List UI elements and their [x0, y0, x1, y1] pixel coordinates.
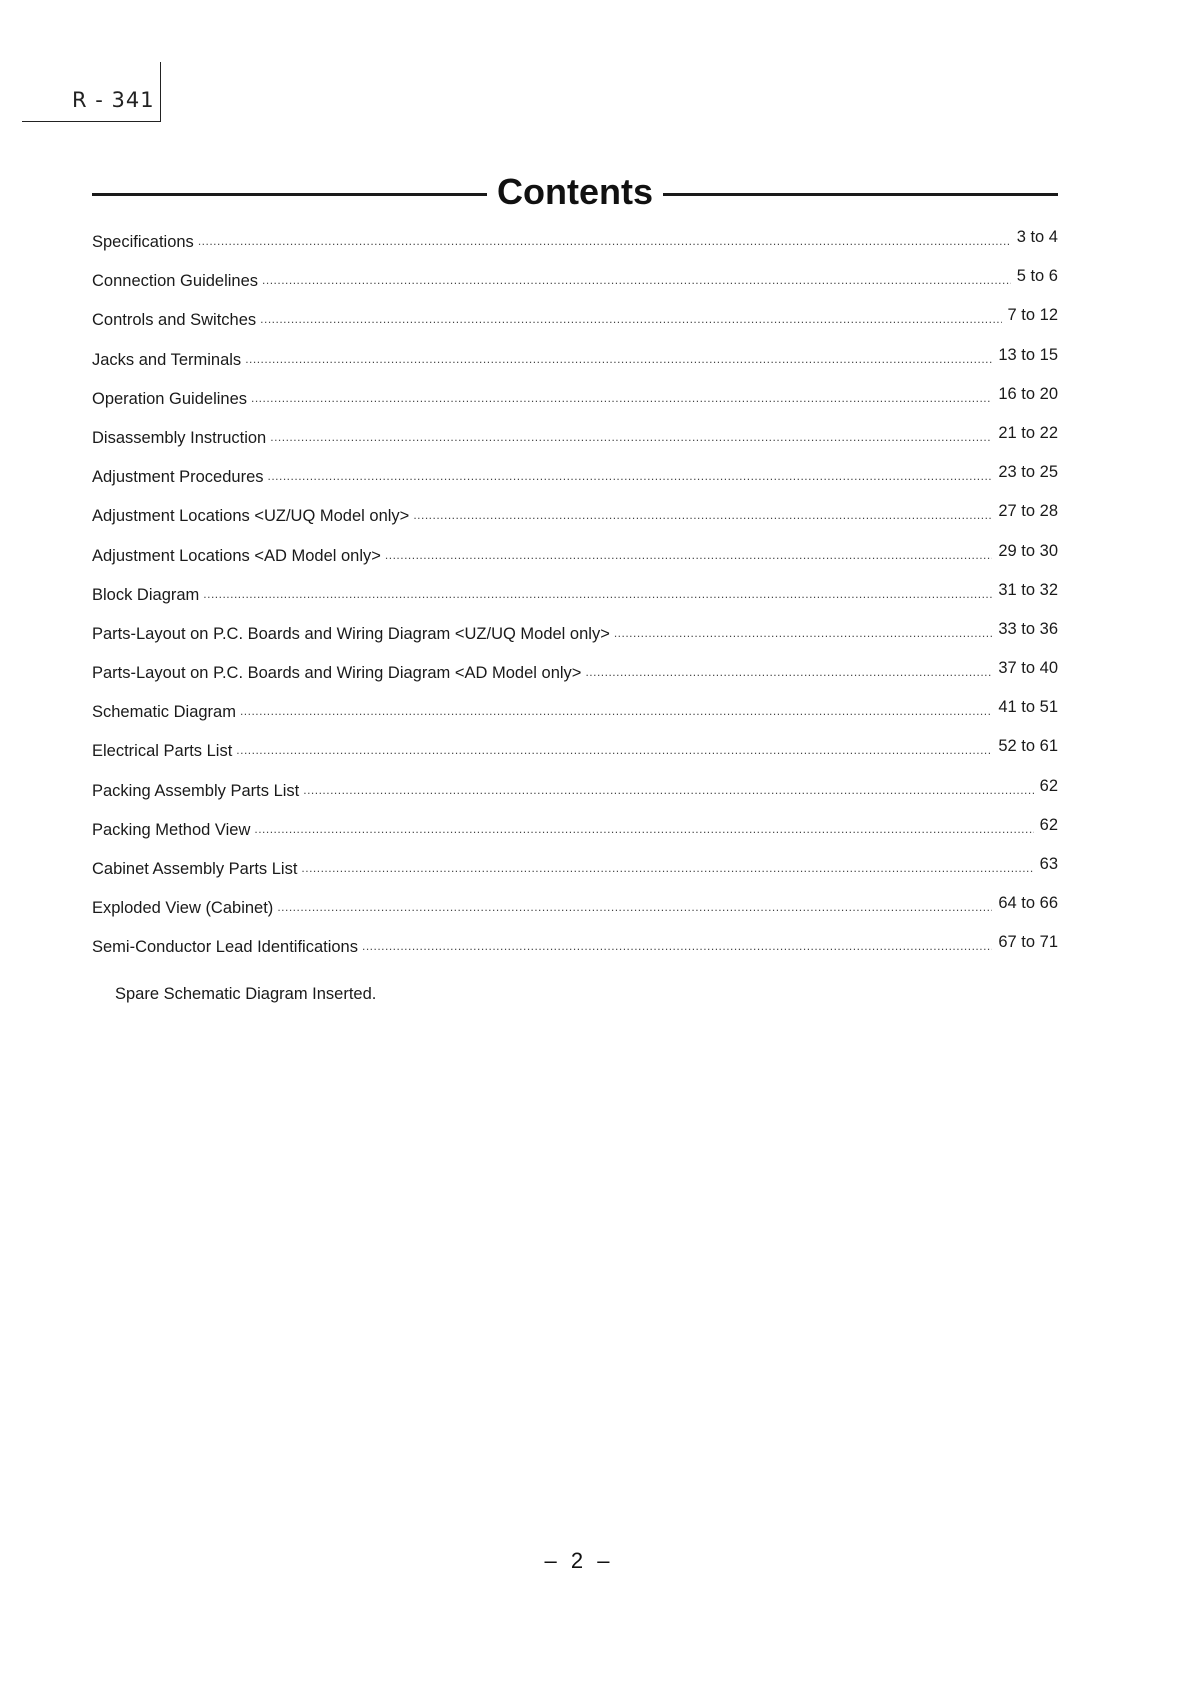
page-number: – 2 – [544, 1548, 614, 1573]
dot-leader [301, 861, 1033, 875]
toc-entry-label: Electrical Parts List [92, 742, 233, 761]
inserted-note: Spare Schematic Diagram Inserted. [115, 985, 377, 1003]
toc-entry-label: Schematic Diagram [92, 703, 236, 722]
toc-entry-label: Adjustment Locations <AD Model only> [92, 546, 381, 565]
toc-entry [92, 815, 1058, 860]
dot-leader [203, 587, 992, 601]
heading-rule-left [92, 193, 487, 196]
model-tag [22, 62, 161, 122]
dot-leader [198, 234, 1011, 248]
toc-entry-label: Exploded View (Cabinet) [92, 899, 274, 918]
dot-leader [585, 665, 992, 679]
toc-entry-label: Adjustment Procedures [92, 468, 264, 487]
toc-entry [92, 423, 1058, 468]
toc-entry-label: Semi-Conductor Lead Identifications [92, 938, 358, 957]
toc-entry [92, 541, 1058, 586]
toc-entry-pages: 52 to 61 [998, 737, 1058, 756]
dot-leader [303, 783, 1033, 797]
toc-entry [92, 228, 1058, 272]
toc-entry-label: Parts-Layout on P.C. Boards and Wiring Diagram <AD Model only> [92, 664, 582, 683]
toc-entry-label: Packing Assembly Parts List [92, 781, 300, 800]
dot-leader [268, 469, 993, 483]
toc-entry [92, 267, 1058, 311]
dot-leader [413, 508, 992, 522]
dot-leader [240, 704, 992, 718]
dot-leader [614, 626, 993, 640]
toc-entry-label: Connection Guidelines [92, 272, 259, 291]
dot-leader [236, 743, 992, 757]
toc-entry-label: Controls and Switches [92, 311, 257, 330]
toc-entry-pages: 63 [1039, 855, 1058, 873]
toc-entry-label: Specifications [92, 233, 194, 251]
dot-leader [270, 430, 992, 444]
toc-entry-label: Jacks and Terminals [92, 350, 242, 369]
toc-entry-pages: 23 to 25 [998, 463, 1058, 482]
dot-leader [362, 939, 992, 953]
dot-leader [385, 548, 992, 562]
toc-entry-pages: 27 to 28 [998, 502, 1058, 521]
toc-entry-pages: 64 to 66 [998, 894, 1058, 913]
page-title: Contents [497, 171, 653, 212]
toc-entry [92, 345, 1058, 390]
contents-heading [92, 170, 1058, 214]
toc-entry-pages: 37 to 40 [998, 659, 1058, 678]
toc-entry [92, 933, 1058, 977]
toc-entry-pages: 16 to 20 [998, 384, 1058, 403]
table-of-contents [92, 228, 1058, 978]
toc-entry-pages: 31 to 32 [998, 580, 1058, 599]
toc-entry-label: Packing Method View [92, 820, 251, 839]
toc-entry [92, 855, 1058, 899]
toc-entry-label: Adjustment Locations <UZ/UQ Model only> [92, 507, 410, 526]
heading-rule-right [663, 193, 1058, 196]
toc-entry [92, 894, 1058, 938]
toc-entry [92, 580, 1058, 625]
toc-entry [92, 306, 1058, 350]
dot-leader [251, 391, 992, 405]
toc-entry [92, 619, 1058, 664]
toc-entry-pages: 33 to 36 [998, 619, 1058, 638]
toc-entry-label: Parts-Layout on P.C. Boards and Wiring Diagram <UZ/UQ Model only> [92, 624, 610, 643]
toc-entry-pages: 29 to 30 [998, 541, 1058, 560]
toc-entry-pages: 13 to 15 [998, 345, 1058, 364]
toc-entry-pages: 41 to 51 [998, 698, 1058, 717]
dot-leader [262, 273, 1011, 287]
toc-entry [92, 776, 1058, 821]
toc-entry [92, 463, 1058, 507]
toc-entry [92, 698, 1058, 742]
toc-entry-pages: 67 to 71 [998, 933, 1058, 952]
toc-entry [92, 737, 1058, 781]
model-number: R - 341 [72, 88, 155, 112]
toc-entry-label: Block Diagram [92, 585, 200, 604]
toc-entry-label: Disassembly Instruction [92, 428, 267, 447]
toc-entry-pages: 21 to 22 [998, 423, 1058, 442]
toc-entry [92, 659, 1058, 703]
toc-entry-pages: 5 to 6 [1016, 267, 1058, 286]
toc-entry [92, 384, 1058, 429]
dot-leader [277, 900, 992, 914]
dot-leader [254, 822, 1033, 836]
toc-entry-label: Cabinet Assembly Parts List [92, 860, 298, 878]
toc-entry-label: Operation Guidelines [92, 389, 248, 408]
toc-entry [92, 502, 1058, 546]
toc-entry-pages: 3 to 4 [1016, 228, 1058, 246]
dot-leader [245, 352, 992, 366]
toc-entry-pages: 62 [1039, 776, 1058, 795]
toc-entry-pages: 62 [1039, 815, 1058, 834]
dot-leader [260, 312, 1001, 326]
toc-entry-pages: 7 to 12 [1007, 306, 1058, 325]
